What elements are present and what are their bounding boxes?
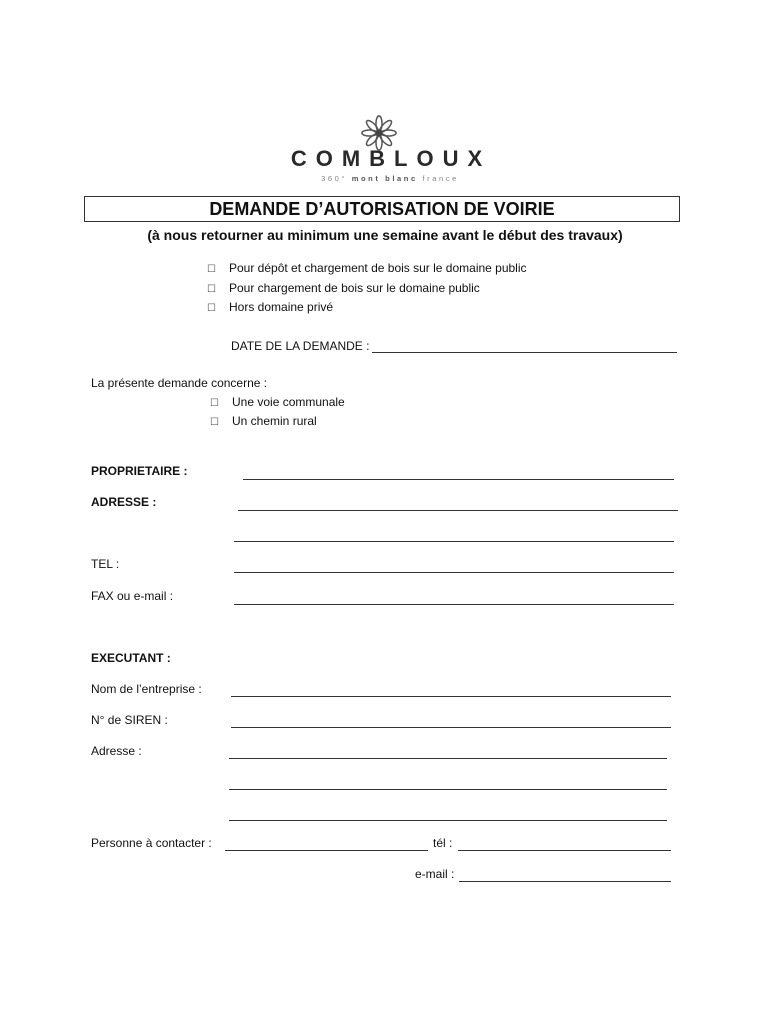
date-label: DATE DE LA DEMANDE : [231,339,370,353]
adresse-field-1[interactable] [238,510,678,511]
entreprise-field[interactable] [231,696,671,697]
checkbox-icon[interactable]: ☐ [207,303,216,314]
option-depot-chargement[interactable] [207,261,527,275]
contact-field[interactable] [225,850,428,851]
siren-field[interactable] [231,727,671,728]
checkbox-icon[interactable]: ☐ [207,264,216,275]
option-label: Pour chargement de bois sur le domaine public [229,281,480,295]
option-chemin-rural[interactable] [210,414,317,428]
fax-email-label: FAX ou e-mail : [91,589,174,603]
checkbox-icon[interactable]: ☐ [207,284,216,295]
page-title: DEMANDE D’AUTORISATION DE VOIRIE [84,196,680,222]
checkbox-icon[interactable]: ☐ [210,417,219,428]
adresse-field-2[interactable] [234,541,674,542]
contact-label: Personne à contacter : [91,836,212,850]
tel-field[interactable] [234,572,674,573]
option-label: Hors domaine privé [229,300,334,314]
tel-label: TEL : [91,557,120,571]
executant-label: EXECUTANT : [91,651,171,665]
fax-email-field[interactable] [234,604,674,605]
option-chargement[interactable] [207,281,480,295]
entreprise-label: Nom de l’entreprise : [91,682,202,696]
adresse-label: ADRESSE : [91,495,157,509]
contact-email-label: e-mail : [415,867,455,881]
siren-label: N° de SIREN : [91,713,168,727]
contact-tel-label: tél : [433,836,453,850]
page-subtitle: (à nous retourner au minimum une semaine avant le début des travaux) [147,227,623,243]
date-field[interactable] [372,352,677,353]
option-label: Une voie communale [232,395,345,409]
contact-tel-field[interactable] [458,850,671,851]
concerne-label: La présente demande concerne : [91,376,268,390]
executant-adresse-field-1[interactable] [229,758,667,759]
proprietaire-field[interactable] [243,479,674,480]
option-voie-communale[interactable] [210,395,345,409]
option-hors-domaine[interactable] [207,300,333,314]
logo-wordmark: COMBLOUX [290,146,492,171]
option-label: Un chemin rural [232,414,317,428]
contact-email-field[interactable] [459,881,671,882]
executant-adresse-field-3[interactable] [229,820,667,821]
executant-adresse-field-2[interactable] [229,789,667,790]
logo-tagline: 360° mont blanc france [321,174,459,183]
option-label: Pour dépôt et chargement de bois sur le domaine public [229,261,527,275]
checkbox-icon[interactable]: ☐ [210,398,219,409]
proprietaire-label: PROPRIETAIRE : [91,464,188,478]
executant-adresse-label: Adresse : [91,744,142,758]
